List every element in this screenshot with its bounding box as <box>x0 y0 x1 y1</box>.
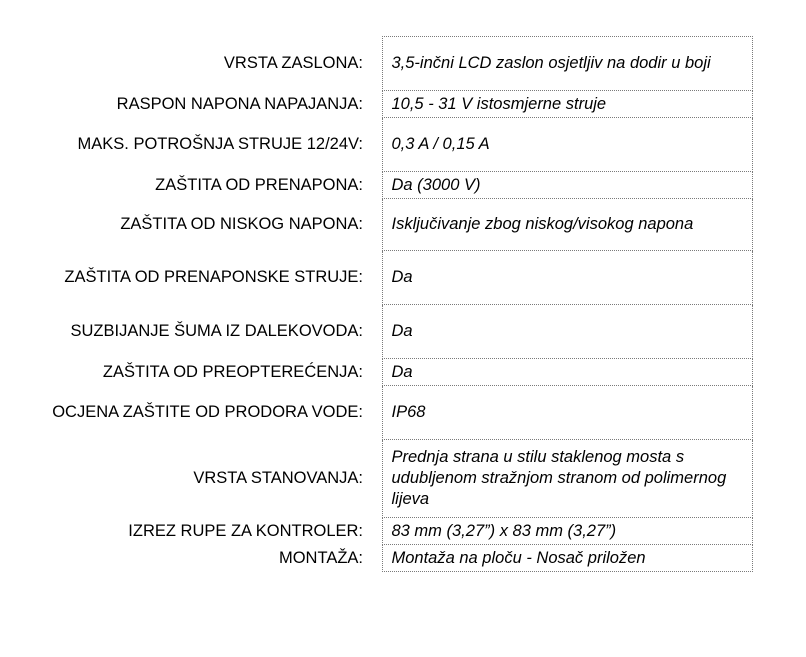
spec-row <box>0 386 752 440</box>
spec-row <box>0 518 752 545</box>
spec-row <box>0 37 752 91</box>
spec-value: Da <box>382 359 752 386</box>
spec-row <box>0 359 752 386</box>
spec-row <box>0 118 752 172</box>
spec-row <box>0 91 752 118</box>
spec-row <box>0 172 752 199</box>
spec-value: 10,5 - 31 V istosmjerne struje <box>382 91 752 118</box>
spec-row <box>0 199 752 251</box>
spec-label: ZAŠTITA OD PRENAPONSKE STRUJE: <box>64 268 363 286</box>
spec-label: MAKS. POTROŠNJA STRUJE 12/24V: <box>77 135 363 153</box>
spec-value: Da (3000 V) <box>382 172 752 199</box>
spec-label: RASPON NAPONA NAPAJANJA: <box>116 94 363 113</box>
spec-table <box>0 36 753 572</box>
spec-value: Da <box>382 305 752 359</box>
spec-label: VRSTA STANOVANJA: <box>193 469 363 487</box>
spec-label: ZAŠTITA OD PRENAPONA: <box>155 175 363 194</box>
spec-label: VRSTA ZASLONA: <box>223 54 363 72</box>
spec-value: 3,5-inčni LCD zaslon osjetljiv na dodir u boji <box>382 37 752 91</box>
spec-label: ZAŠTITA OD NISKOG NAPONA: <box>120 215 363 233</box>
spec-label: ZAŠTITA OD PREOPTEREĆENJA: <box>102 362 363 381</box>
spec-label: OCJENA ZAŠTITE OD PRODORA VODE: <box>52 403 363 421</box>
spec-value: Montaža na ploču - Nosač priložen <box>382 545 752 572</box>
spec-label: SUZBIJANJE ŠUMA IZ DALEKOVODA: <box>70 322 363 340</box>
spec-row <box>0 251 752 305</box>
spec-value: IP68 <box>382 386 752 440</box>
spec-row <box>0 440 752 518</box>
spec-label: MONTAŽA: <box>278 548 363 567</box>
spec-row <box>0 545 752 572</box>
spec-row <box>0 305 752 359</box>
spec-value: 83 mm (3,27”) x 83 mm (3,27”) <box>382 518 752 545</box>
spec-label: IZREZ RUPE ZA KONTROLER: <box>128 521 363 540</box>
spec-value: Prednja strana u stilu staklenog mosta s udubljenom stražnjom stranom od polimernog lijeva <box>382 440 752 518</box>
spec-value: Da <box>382 251 752 305</box>
spec-value: Isključivanje zbog niskog/visokog napona <box>382 199 752 251</box>
spec-value: 0,3 A / 0,15 A <box>382 118 752 172</box>
